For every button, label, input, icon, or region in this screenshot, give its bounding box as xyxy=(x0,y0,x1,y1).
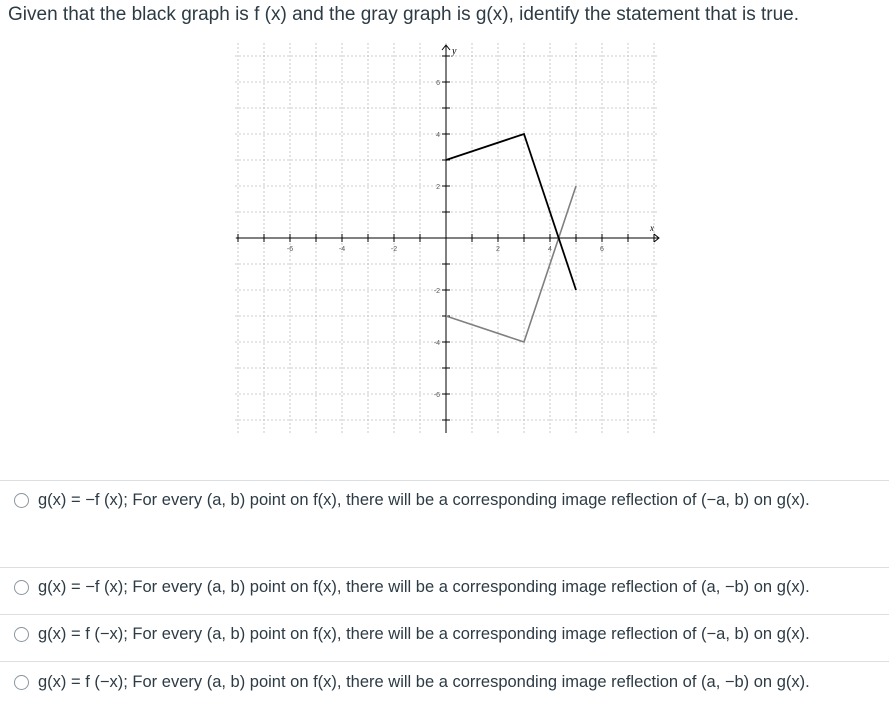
y-tick-label: -2 xyxy=(433,288,440,295)
x-tick-label: 6 xyxy=(600,246,604,253)
y-tick-label: -4 xyxy=(433,340,440,347)
y-tick-label: 2 xyxy=(436,184,440,191)
radio-button-icon[interactable] xyxy=(14,580,29,595)
y-axis-label: y xyxy=(452,46,457,57)
y-tick-label: 6 xyxy=(436,80,440,87)
answer-option-label: g(x) = −f (x); For every (a, b) point on f(x), there will be a corresponding image reflection of (−a, b) on g(x). xyxy=(38,491,810,509)
y-tick-label: -6 xyxy=(433,392,440,399)
x-tick-label: -6 xyxy=(286,246,294,253)
x-tick-label: -2 xyxy=(390,246,398,253)
x-tick-label: 4 xyxy=(548,246,552,253)
answer-option-4[interactable] xyxy=(0,673,889,692)
divider xyxy=(0,567,889,568)
answer-option-label: g(x) = −f (x); For every (a, b) point on f(x), there will be a corresponding image reflection of (a, −b) on g(x). xyxy=(38,578,810,596)
answer-option-label: g(x) = f (−x); For every (a, b) point on f(x), there will be a corresponding image reflection of (−a, b) on g(x). xyxy=(38,625,810,643)
answer-option-3[interactable] xyxy=(0,625,889,644)
answer-option-1[interactable] xyxy=(0,491,889,510)
coordinate-graph xyxy=(230,38,662,438)
tick-labels xyxy=(287,80,604,399)
radio-button-icon[interactable] xyxy=(14,493,29,508)
divider xyxy=(0,480,889,481)
radio-button-icon[interactable] xyxy=(14,627,29,642)
divider xyxy=(0,614,889,615)
divider xyxy=(0,661,889,662)
answer-option-2[interactable] xyxy=(0,578,889,597)
y-tick-label: 4 xyxy=(436,132,440,139)
x-tick-label: -4 xyxy=(338,246,346,253)
axes xyxy=(236,45,659,433)
answer-option-label: g(x) = f (−x); For every (a, b) point on f(x), there will be a corresponding image reflection of (a, −b) on g(x). xyxy=(38,673,810,691)
x-tick-label: 2 xyxy=(496,246,500,253)
question-text: Given that the black graph is f (x) and the gray graph is g(x), identify the statement that is true. xyxy=(8,4,800,25)
x-axis-label: x xyxy=(650,223,654,233)
radio-button-icon[interactable] xyxy=(14,675,29,690)
